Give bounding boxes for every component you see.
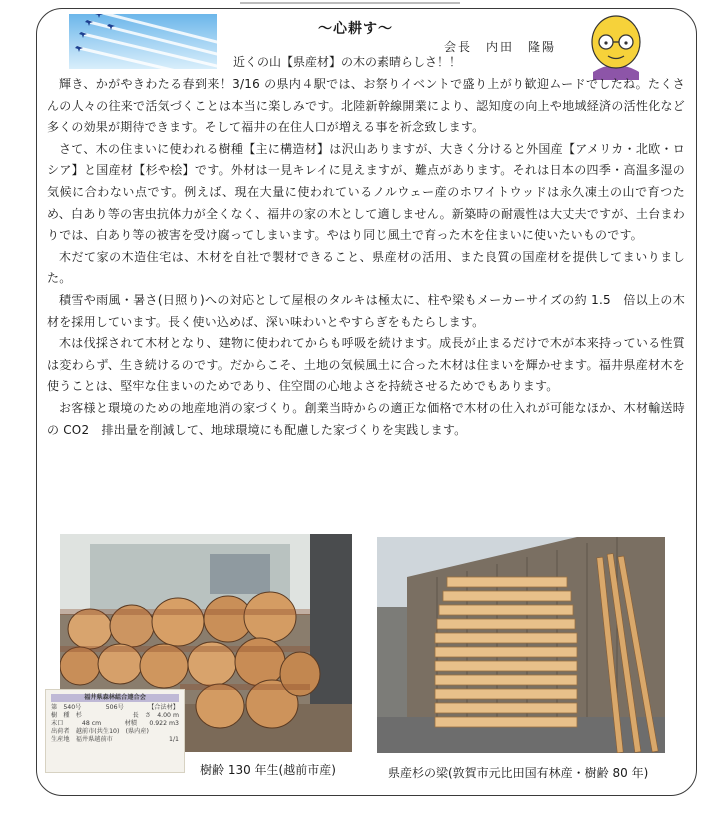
beam-stack-image bbox=[377, 537, 665, 753]
glasses-face-icon bbox=[587, 14, 645, 80]
paragraph: お客様と環境のための地産地消の家づくり。創業当時からの適正な価格で木材の仕入れが可能なほか、木材輸送時の CO2 排出量を削減して、地球環境にも配慮した家づくりを実践します。 bbox=[47, 400, 685, 437]
tag-diameter: 末口 48 cm bbox=[51, 720, 102, 727]
tag-header: 福井県森林組合連合会 bbox=[51, 694, 179, 702]
paragraph: 積雪や雨風・暑さ(日照り)への対応として屋根のタルキは極太に、柱や梁もメーカーサイズの約 1.5 倍以上の木材を採用しています。長く使い込めば、深い味わいとやすらぎをもたらします。 bbox=[47, 292, 685, 329]
tag-length: 長 さ 4.00 m bbox=[132, 712, 179, 719]
right-photo-caption: 県産杉の梁(敦賀市元比田国有林産・樹齢 80 年) bbox=[388, 766, 649, 780]
lumber-tag bbox=[45, 689, 185, 773]
author-avatar bbox=[587, 14, 645, 80]
paragraph: さて、木の住まいに使われる樹種【主に構造材】は沢山ありますが、大きく分けると外国産【アメリカ・北欧・ロシア】と国産材【杉や桧】です。外材は一見キレイに見えますが、難点があります。それは日本の四季・高温多湿の気候に合わない点です。例えば、現在大量に使われているノルウェー産のホワイトウッドは永久凍土の山で育つため、白あり等の害虫抗体力が全くなく、福井の家の木として適しません。新築時の耐震性は大丈夫ですが、土台まわりでは、白あり等の被害を受け腐ってしまいます。やはり同じ風土で育った木を住まいに使いたいものです。 bbox=[47, 141, 685, 243]
tag-count: 1/1 bbox=[169, 736, 179, 743]
tag-legal-mark: 【合法材】 bbox=[148, 704, 179, 711]
paragraph: 木だて家の木造住宅は、木材を自社で製材できること、県産材の活用、また良質の国産材を提供してまいりました。 bbox=[47, 249, 685, 286]
beam-stack-photo bbox=[377, 537, 665, 753]
article-body bbox=[47, 74, 685, 441]
article-subtitle: 近くの山【県産材】の木の素晴らしさ！！ bbox=[233, 55, 462, 69]
paragraph: 木は伐採されて木材となり、建物に使われてからも呼吸を続けます。成長が止まるだけで木が本来持っている性質は変わらず、生き続けるのです。だからこそ、土地の気候風土に合った木材は住まいを輝かせます。福井県産材木を使うことは、堅牢な住まいのためであり、住空間の心地よさを持続させるためでもあります。 bbox=[47, 336, 685, 394]
author-name: 会長 内田 隆陽 bbox=[444, 40, 557, 54]
tag-volume: 材積 0.922 m3 bbox=[124, 720, 179, 727]
tag-number: 第 540号 bbox=[51, 704, 82, 711]
jets-icon bbox=[69, 14, 217, 69]
top-rule bbox=[240, 2, 460, 4]
tag-origin: 生産地 福井県越前市 bbox=[51, 736, 113, 743]
paragraph: 輝き、かがやきわたる春到来！3/16 の県内４駅では、お祭りイベントで盛り上がり歓迎ムードでしたね。たくさんの人々の往来で活気づくことは本当に楽しみです。北陸新幹線開業により、認知度の向上や地域経済の活性化など多くの効果が期待できます。そして福井の在住人口が増える事を祈念致します。 bbox=[47, 77, 685, 135]
tag-species: 樹 種 杉 bbox=[51, 712, 82, 719]
tag-shipper: 出荷者 越前市(共生10) (県内産) bbox=[51, 728, 149, 735]
left-photo-caption: 樹齢 130 年生(越前市産) bbox=[200, 763, 336, 777]
jets-sky-illustration bbox=[69, 14, 217, 69]
tag-sub-number: 506号 bbox=[105, 704, 124, 711]
page-title: 〜心耕す〜 bbox=[318, 21, 393, 37]
